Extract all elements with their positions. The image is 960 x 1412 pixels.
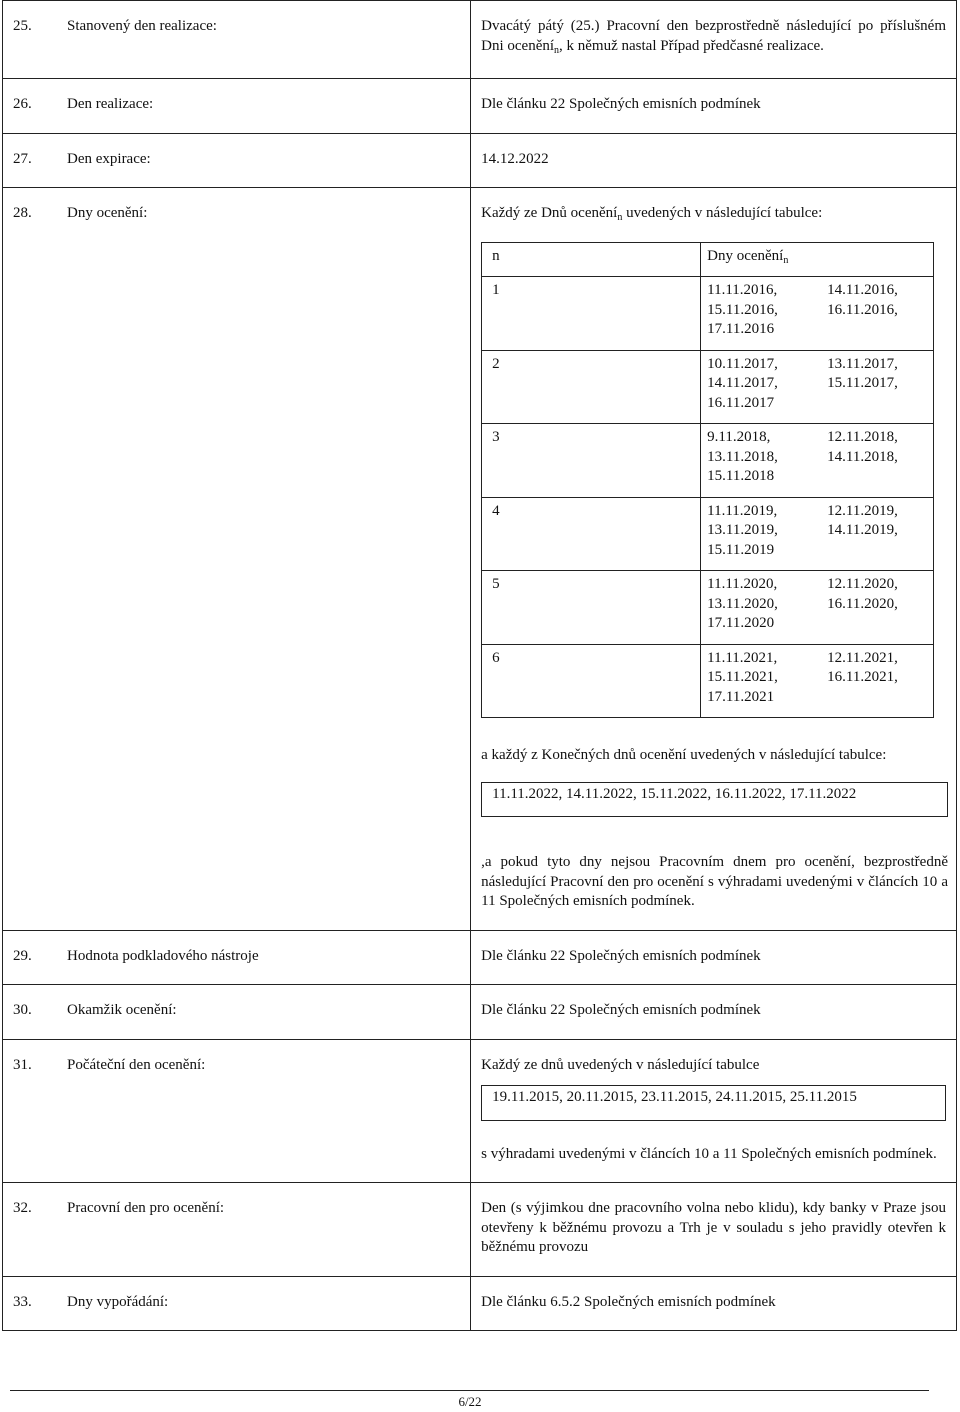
row-value: Dle článku 22 Společných emisních podmínek [481, 947, 761, 964]
valuation-date: 14.11.2016, [827, 282, 898, 298]
row-label: Den realizace: [67, 96, 154, 112]
valuation-date: 12.11.2018, [827, 429, 898, 445]
row-value: Každý ze dnů uvedených v následující tabulce [481, 1056, 760, 1073]
valuation-date: 14.11.2018, [827, 448, 898, 465]
row-label: Den expirace: [67, 150, 151, 167]
row-label: Stanovený den realizace: [67, 18, 217, 34]
row-value: Den (s výjimkou dne pracovního volna nebo klidu), kdy banky v Praze jsou otevřeny k běžnému provozu a Trh je v souladu s jeho pravidly otevřen k běžnému provozu [481, 1200, 946, 1255]
header-dates: Dny ocenění$_n$ [701, 242, 934, 277]
row-29 [3, 930, 957, 985]
valuation-table-row [482, 424, 934, 498]
valuation-date: 9.11.2018, [707, 429, 771, 445]
row-value: Dle článku 6.5.2 Společných emisních podmínek [481, 1293, 776, 1310]
valuation-index: 3 [482, 424, 701, 498]
row-value: Každý ze Dnů ocenění [481, 205, 618, 221]
row-label: Počáteční den ocenění: [67, 1056, 206, 1073]
row-33 [3, 1276, 957, 1331]
row-value: Dle článku 22 Společných emisních podmínek [481, 96, 761, 112]
initial-days-box: 19.11.2015, 20.11.2015, 23.11.2015, 24.11.2015, 25.11.2015 [481, 1085, 946, 1121]
valuation-date: 11.11.2021, [707, 649, 778, 666]
valuation-table-row [482, 644, 934, 718]
row-28 [3, 188, 957, 931]
valuation-table-header [482, 242, 934, 277]
valuation-date: 17.11.2021 [707, 688, 775, 705]
valuation-date: 11.11.2016, [707, 282, 778, 298]
header-n: n [482, 242, 701, 277]
row-number: 31. [13, 1056, 32, 1073]
valuation-dates [701, 350, 934, 424]
valuation-date: 15.11.2021, [707, 669, 778, 685]
row-value-cont: , k němuž nastal Případ předčasné realizace. [559, 37, 824, 54]
valuation-index: 2 [482, 350, 701, 424]
valuation-date: 12.11.2021, [827, 649, 898, 666]
valuation-date: 11.11.2020, [707, 576, 778, 592]
row-label: Okamžik ocenění: [67, 1002, 177, 1018]
row-label: Hodnota podkladového nástroje [67, 947, 259, 964]
valuation-date: 11.11.2019, [707, 502, 778, 519]
valuation-dates [701, 277, 934, 351]
valuation-date: 12.11.2020, [827, 576, 898, 592]
row-value: Dvacátý pátý (25.) Pracovní den bezprostředně následující po příslušném Dni ocenění [481, 18, 946, 54]
row-value: 14.12.2022 [481, 150, 549, 167]
row-label: Pracovní den pro ocenění: [67, 1200, 225, 1216]
final-days-box: 11.11.2022, 14.11.2022, 15.11.2022, 16.11.2022, 17.11.2022 [481, 782, 948, 818]
valuation-date: 13.11.2019, [707, 522, 778, 538]
row-number: 33. [13, 1293, 32, 1310]
valuation-date: 16.11.2017 [707, 394, 775, 411]
row-32 [3, 1183, 957, 1277]
row-26 [3, 79, 957, 134]
valuation-index: 1 [482, 277, 701, 351]
valuation-dates [701, 497, 934, 571]
valuation-date: 15.11.2019 [707, 541, 775, 558]
row-number: 26. [13, 96, 32, 112]
row-25 [3, 1, 957, 79]
valuation-days-table [481, 242, 934, 719]
valuation-date: 16.11.2020, [827, 595, 898, 612]
terms-table [2, 0, 957, 1331]
valuation-date: 13.11.2018, [707, 448, 778, 465]
row-number: 32. [13, 1200, 32, 1216]
valuation-table-row [482, 571, 934, 645]
row-value-cont: uvedených v následující tabulce: [622, 205, 823, 221]
valuation-date: 14.11.2019, [827, 522, 898, 538]
subscript: n [617, 212, 623, 223]
valuation-date: 12.11.2019, [827, 502, 898, 519]
valuation-dates [701, 571, 934, 645]
row-number: 25. [13, 18, 32, 34]
valuation-date: 17.11.2020 [707, 615, 775, 631]
row-label: Dny ocenění: [67, 205, 148, 221]
valuation-dates [701, 424, 934, 498]
valuation-table-row [482, 277, 934, 351]
footer-rule [10, 1390, 929, 1391]
row-value: Dle článku 22 Společných emisních podmínek [481, 1002, 761, 1018]
row-31 [3, 1039, 957, 1183]
valuation-date: 17.11.2016 [707, 321, 775, 337]
final-days-intro: a každý z Konečných dnů ocenění uvedených v následující tabulce: [481, 747, 887, 763]
valuation-index: 4 [482, 497, 701, 571]
valuation-date: 10.11.2017, [707, 355, 778, 372]
row-number: 30. [13, 1002, 32, 1018]
valuation-date: 16.11.2021, [827, 669, 898, 685]
valuation-date: 16.11.2016, [827, 301, 898, 318]
valuation-index: 5 [482, 571, 701, 645]
subscript: n [554, 44, 560, 56]
final-days-after: ,a pokud tyto dny nejsou Pracovním dnem pro ocenění, bezprostředně následující Pracovní den pro ocenění s výhradami uvedenými v článcích 10 a 11 Společných emisních podmínek. [481, 854, 948, 909]
valuation-dates [701, 644, 934, 718]
valuation-date: 14.11.2017, [707, 375, 778, 391]
row-label: Dny vypořádání: [67, 1293, 169, 1310]
valuation-index: 6 [482, 644, 701, 718]
valuation-date: 15.11.2018 [707, 468, 775, 484]
row-27 [3, 133, 957, 188]
valuation-table-row [482, 497, 934, 571]
valuation-date: 15.11.2016, [707, 301, 778, 318]
initial-days-after: s výhradami uvedenými v článcích 10 a 11 Společných emisních podmínek. [481, 1145, 937, 1162]
valuation-date: 13.11.2017, [827, 355, 898, 372]
row-number: 28. [13, 205, 32, 221]
valuation-table-row [482, 350, 934, 424]
page-number: 6/22 [458, 1394, 482, 1409]
row-number: 27. [13, 150, 32, 167]
valuation-date: 15.11.2017, [827, 375, 898, 391]
row-30 [3, 985, 957, 1040]
valuation-date: 13.11.2020, [707, 595, 778, 612]
row-number: 29. [13, 947, 32, 964]
